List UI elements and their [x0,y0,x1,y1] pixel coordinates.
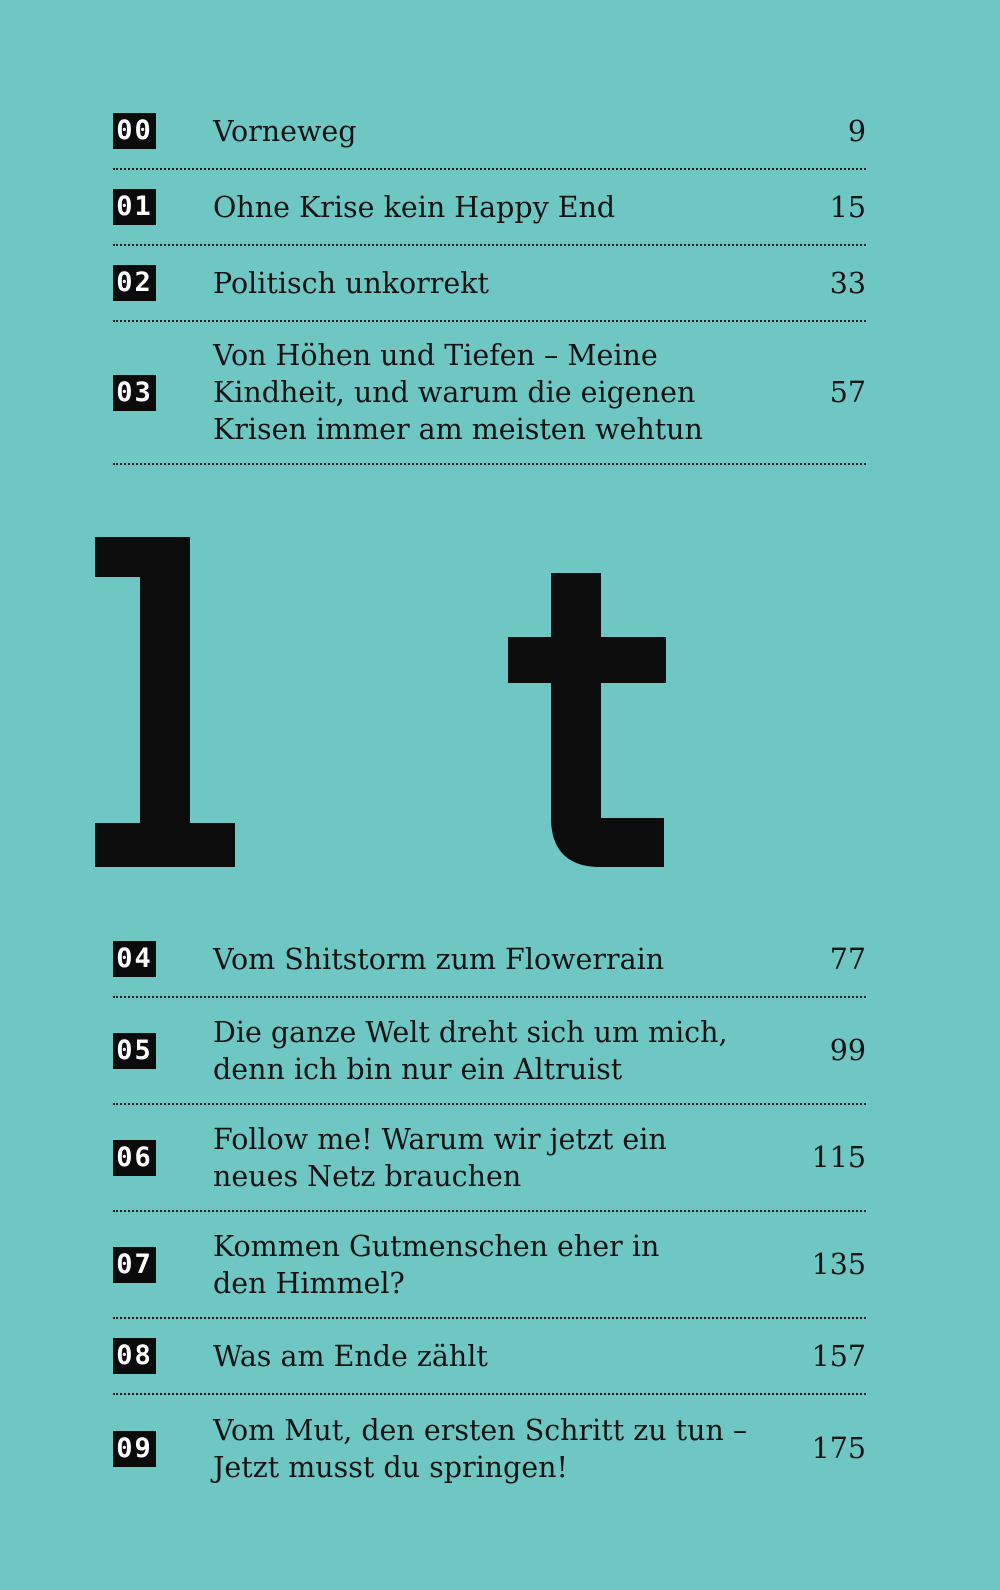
big-letter-t [508,573,666,867]
chapter-number: 09 [113,1431,156,1467]
page-number: 15 [829,190,866,224]
page-number: 33 [829,266,866,300]
toc-top-group [113,94,866,465]
toc-bottom-group [113,922,866,1502]
page-number: 57 [829,376,866,409]
toc-entry[interactable] [113,246,866,322]
toc-entry[interactable] [113,1212,866,1319]
page-number: 77 [829,942,866,976]
toc-entry[interactable] [113,1105,866,1212]
chapter-number: 05 [113,1033,156,1069]
toc-entry[interactable] [113,170,866,246]
chapter-number: 03 [113,375,156,411]
chapter-title: Politisch unkorrekt [213,266,489,300]
page-number: 9 [847,114,866,148]
chapter-title: Kommen Gutmenschen eher in den Himmel? [213,1229,660,1300]
toc-entry[interactable] [113,922,866,998]
chapter-number: 08 [113,1338,156,1374]
page-number: 157 [811,1339,866,1373]
page-number: 135 [811,1248,866,1281]
chapter-title: Follow me! Warum wir jetzt ein neues Netz brauchen [213,1122,667,1193]
page-number: 99 [829,1034,866,1067]
toc-entry[interactable] [113,1319,866,1395]
toc-entry[interactable] [113,322,866,465]
toc-entry[interactable] [113,94,866,170]
chapter-number: 06 [113,1140,156,1176]
chapter-title: Was am Ende zählt [213,1339,488,1373]
chapter-title: Die ganze Welt dreht sich um mich, denn ich bin nur ein Altruist [213,1015,728,1086]
chapter-title: Vom Mut, den ersten Schritt zu tun – Jetzt musst du springen! [213,1413,748,1484]
toc-entry[interactable] [113,1395,866,1502]
chapter-number: 04 [113,941,156,977]
page-number: 115 [811,1141,866,1174]
chapter-title: Vorneweg [213,114,357,148]
chapter-number: 07 [113,1247,156,1283]
chapter-title: Vom Shitstorm zum Flowerrain [213,942,665,976]
chapter-number: 00 [113,113,156,149]
big-letter-l [95,537,235,867]
chapter-number: 01 [113,189,156,225]
page-number: 175 [811,1432,866,1465]
chapter-title: Von Höhen und Tiefen – Meine Kindheit, und warum die eigenen Krisen immer am meisten wehtun [213,339,703,446]
chapter-number: 02 [113,265,156,301]
chapter-title: Ohne Krise kein Happy End [213,190,616,224]
toc-entry[interactable] [113,998,866,1105]
